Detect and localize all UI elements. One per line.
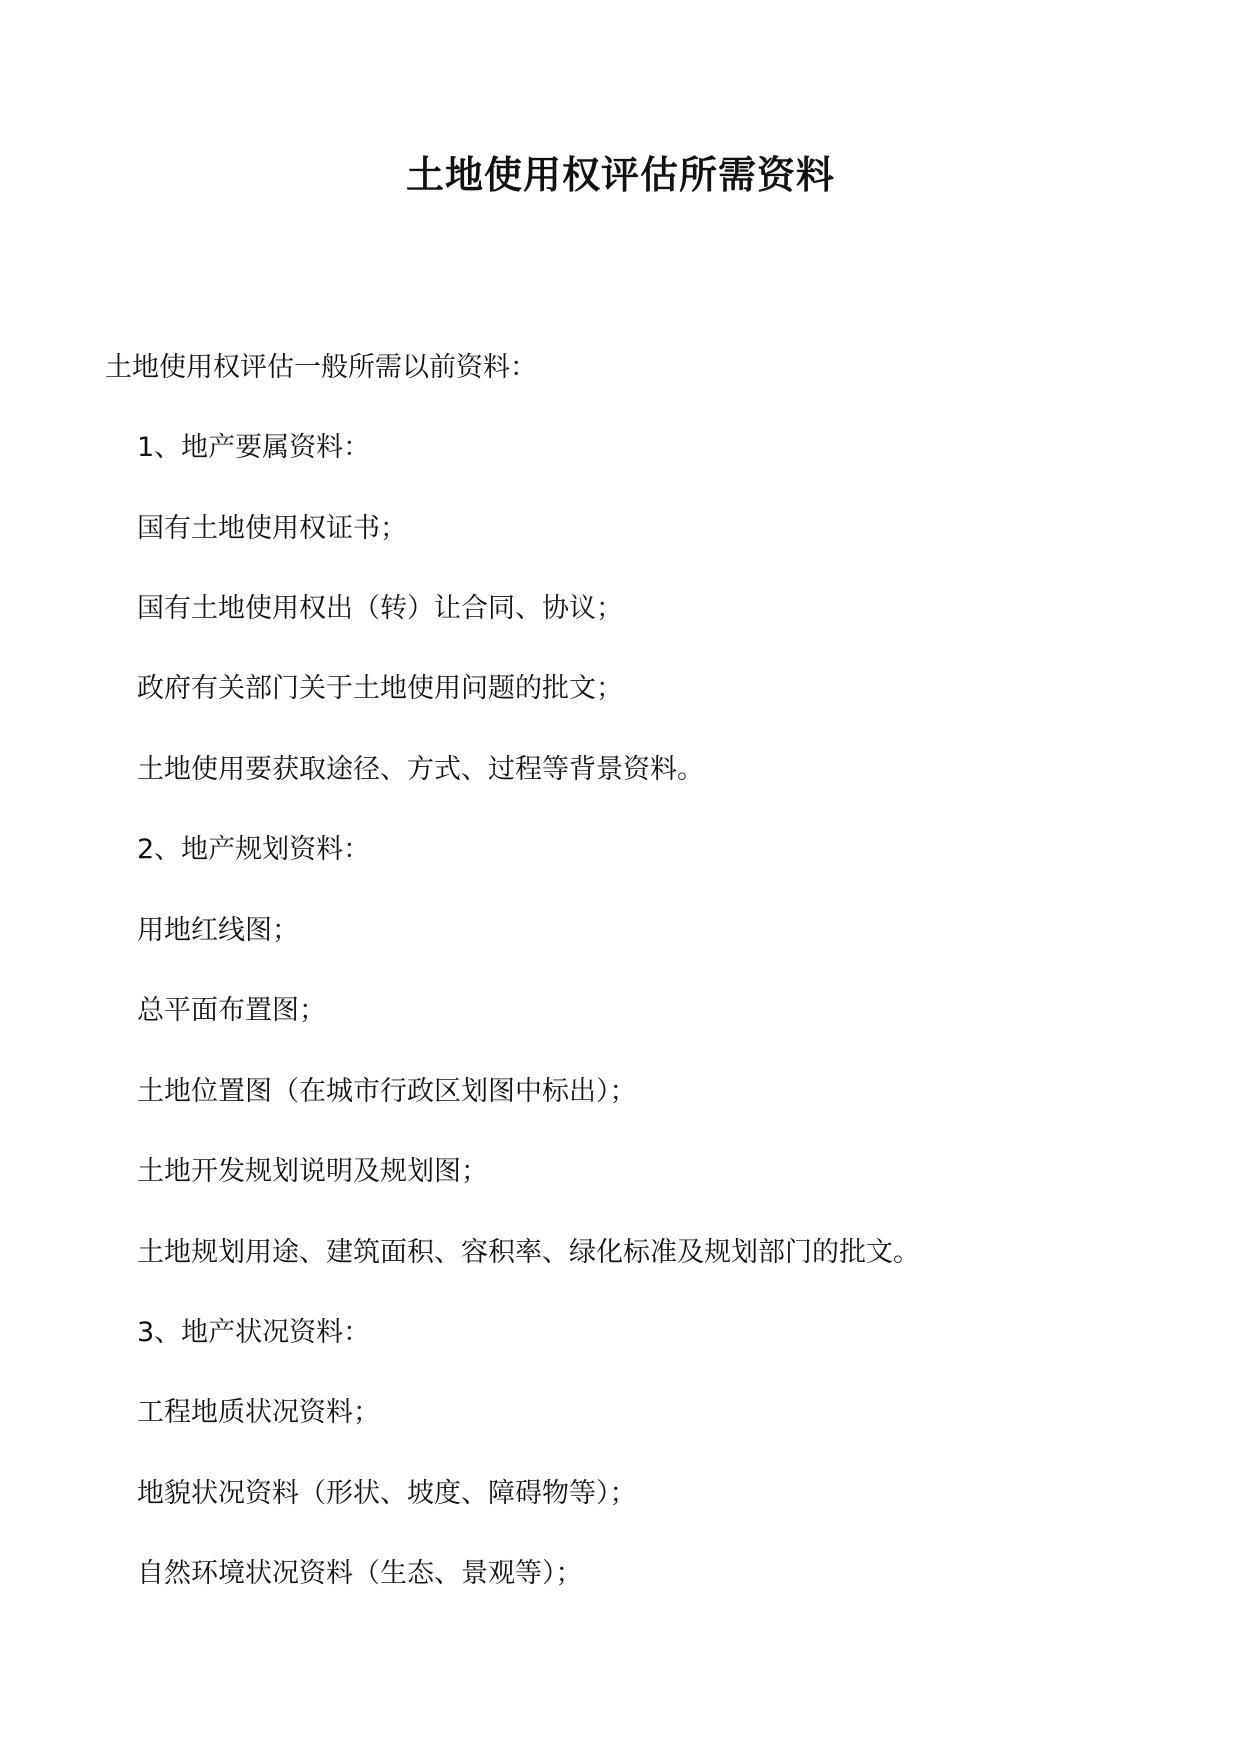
list-item: 土地规划用途、建筑面积、容积率、绿化标准及规划部门的批文。 bbox=[137, 1237, 920, 1268]
list-item: 政府有关部门关于土地使用问题的批文； bbox=[137, 673, 623, 704]
section-heading-planning: 2、地产规划资料： bbox=[137, 834, 371, 865]
section-heading-ownership: 1、地产要属资料： bbox=[137, 432, 371, 463]
list-item: 土地开发规划说明及规划图； bbox=[137, 1156, 488, 1187]
list-item: 工程地质状况资料； bbox=[137, 1397, 380, 1428]
list-item: 自然环境状况资料（生态、景观等）； bbox=[137, 1558, 583, 1589]
list-item: 总平面布置图； bbox=[137, 995, 326, 1026]
list-item: 国有土地使用权证书； bbox=[137, 513, 407, 544]
section-heading-condition: 3、地产状况资料： bbox=[137, 1317, 371, 1348]
list-item: 地貌状况资料（形状、坡度、障碍物等）； bbox=[137, 1478, 637, 1509]
list-item: 土地使用要获取途径、方式、过程等背景资料。 bbox=[137, 754, 704, 785]
intro-paragraph: 土地使用权评估一般所需以前资料： bbox=[105, 352, 537, 383]
list-item: 用地红线图； bbox=[137, 915, 299, 946]
document-title: 土地使用权评估所需资料 bbox=[405, 152, 835, 197]
list-item: 土地位置图（在城市行政区划图中标出）； bbox=[137, 1076, 637, 1107]
list-item: 国有土地使用权出（转）让合同、协议； bbox=[137, 593, 623, 624]
